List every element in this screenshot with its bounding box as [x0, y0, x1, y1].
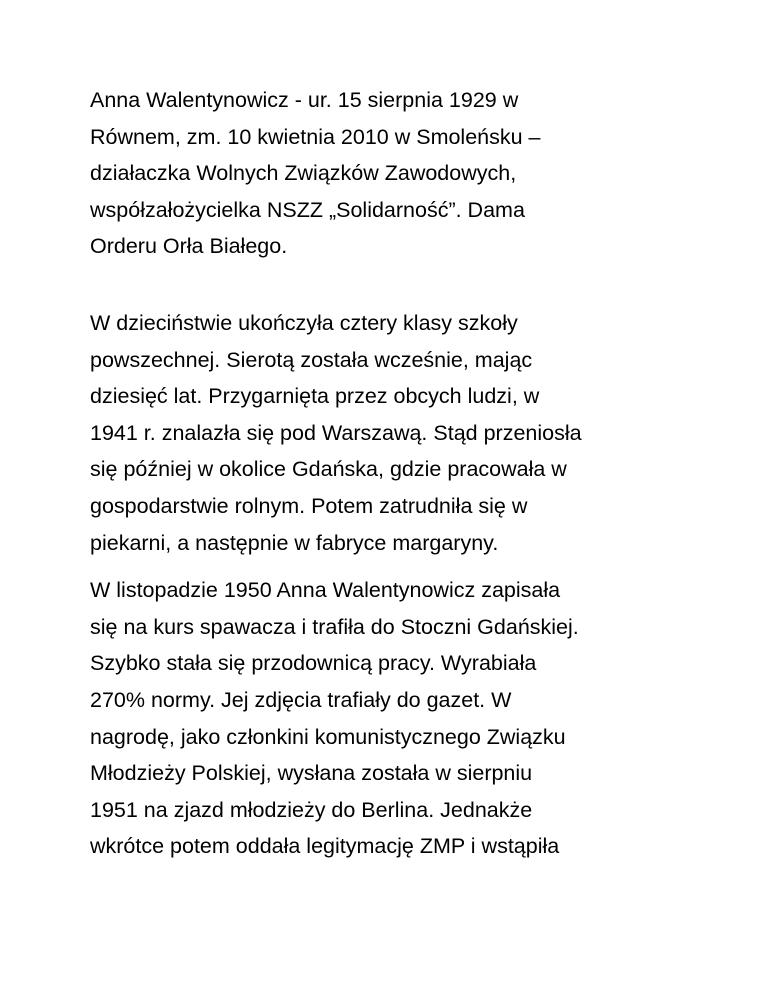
paragraph-shipyard	[90, 572, 690, 865]
text-line: Młodzieży Polskiej, wysłana została w sierpniu	[90, 761, 533, 786]
text-line: W dzieciństwie ukończyła cztery klasy szkoły	[90, 310, 518, 335]
text-line: działaczka Wolnych Związków Zawodowych,	[90, 161, 517, 186]
text-line: gospodarstwie rolnym. Potem zatrudniła się w	[90, 493, 528, 518]
paragraph-spacer	[90, 265, 690, 305]
text-line: Anna Walentynowicz - ur. 15 sierpnia 1929 w	[90, 88, 519, 112]
text-line: 270% normy. Jej zdjęcia trafiały do gazet. W	[90, 687, 512, 712]
text-line: współzałożycielka NSZZ „Solidarność”. Dama	[90, 197, 525, 222]
text-line: 1941 r. znalazła się pod Warszawą. Stąd przeniosła	[90, 420, 582, 445]
text-line: się na kurs spawacza i trafiła do Stoczni Gdańskiej.	[90, 614, 579, 639]
text-line: Orderu Orła Białego.	[90, 234, 288, 259]
text-line: Równem, zm. 10 kwietnia 2010 w Smoleńsku –	[90, 124, 541, 149]
paragraph-spacer	[90, 561, 690, 572]
text-line: dziesięć lat. Przygarnięta przez obcych ludzi, w	[90, 384, 540, 409]
document-page	[90, 82, 690, 865]
text-line: się później w okolice Gdańska, gdzie pracowała w	[90, 457, 567, 482]
text-line: W listopadzie 1950 Anna Walentynowicz zapisała	[90, 578, 561, 603]
text-line: powszechnej. Sierotą została wcześnie, mając	[90, 347, 533, 372]
paragraph-biography-intro	[90, 82, 690, 265]
text-line: piekarni, a następnie w fabryce margaryny.	[90, 530, 499, 555]
text-line: Szybko stała się przodownicą pracy. Wyrabiała	[90, 651, 537, 676]
text-line: wkrótce potem oddała legitymację ZMP i wstąpiła	[90, 834, 560, 859]
paragraph-childhood	[90, 305, 690, 561]
text-line: nagrodę, jako członkini komunistycznego Związku	[90, 724, 566, 749]
text-line: 1951 na zjazd młodzieży do Berlina. Jednakże	[90, 797, 533, 822]
